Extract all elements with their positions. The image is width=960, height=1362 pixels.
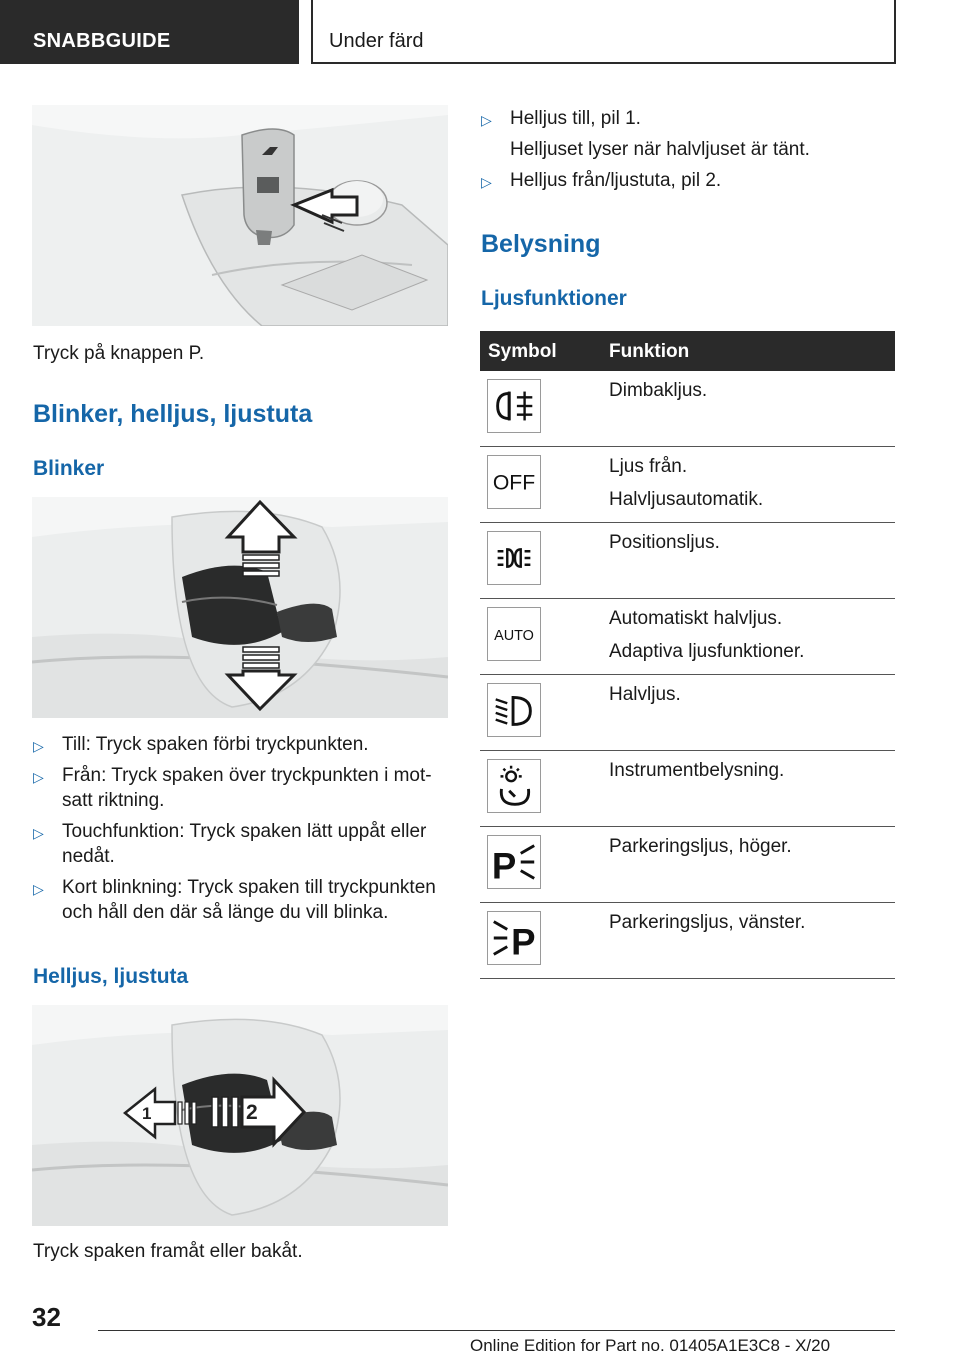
bullet-triangle-icon: ▷ xyxy=(33,881,44,897)
off-icon xyxy=(487,455,541,509)
parking-left-symbol-text: P xyxy=(511,921,536,963)
table-row xyxy=(480,599,895,675)
footer-edition: Online Edition for Part no. 01405A1E3C8 - X/20 xyxy=(470,1336,831,1355)
row-function: Dimbakljus. xyxy=(609,380,708,401)
low-beam-icon xyxy=(487,683,541,737)
row-function: Instrumentbelysning. xyxy=(609,760,785,781)
instrument-lighting-icon xyxy=(487,759,541,813)
ljusfunktioner-subheading: Ljusfunktioner xyxy=(481,287,627,310)
footer-divider xyxy=(98,1330,895,1331)
section-tab xyxy=(0,0,299,64)
arrow-1-label: 1 xyxy=(142,1104,152,1123)
auto-symbol-text: AUTO xyxy=(494,627,534,644)
bullet-triangle-icon: ▷ xyxy=(33,825,44,841)
table-row xyxy=(480,751,895,827)
helljus-subheading: Helljus, ljustuta xyxy=(33,965,189,988)
stalk-caption: Tryck spaken framåt eller bakåt. xyxy=(33,1241,303,1262)
list-item: ▷ Kort blinkning: Tryck spaken till tryckpunkten och håll den där så länge du vill blinka. xyxy=(33,877,436,923)
list-item: ▷ Helljus till, pil 1. Helljuset lyser när halvljuset är tänt. xyxy=(481,108,810,160)
rear-fog-light-icon xyxy=(487,379,541,433)
row-function: Parkeringsljus, höger. xyxy=(609,836,792,857)
off-symbol-text: OFF xyxy=(492,471,536,495)
stalk-forward-back-photo xyxy=(32,1005,448,1226)
gear-selector-photo xyxy=(32,105,448,326)
blinker-heading: Blinker, helljus, ljustuta xyxy=(33,400,313,428)
helljus-list xyxy=(481,106,896,199)
light-functions-table xyxy=(480,331,895,979)
table-row xyxy=(480,675,895,751)
chapter-tab xyxy=(311,0,896,64)
bullet-triangle-icon: ▷ xyxy=(481,174,492,190)
row-function: Halvljus. xyxy=(609,684,681,705)
position-lights-icon xyxy=(487,531,541,585)
stalk-up-down-photo xyxy=(32,497,448,718)
table-row xyxy=(480,827,895,903)
row-function: Parkeringsljus, vänster. xyxy=(609,912,806,933)
bullet-triangle-icon: ▷ xyxy=(481,112,492,128)
col-symbol-header: Symbol xyxy=(488,341,557,362)
section-title: SNABBGUIDE xyxy=(33,30,171,52)
belysning-heading: Belysning xyxy=(481,230,601,258)
page-number: 32 xyxy=(32,1302,61,1332)
list-item: ▷ Helljus från/ljustuta, pil 2. xyxy=(481,168,896,193)
parking-light-left-icon xyxy=(487,911,541,965)
gear-caption: Tryck på knappen P. xyxy=(33,343,205,364)
row-function-detail: Halvljusautomatik. xyxy=(609,489,764,510)
col-function-header: Funktion xyxy=(609,341,690,362)
table-row xyxy=(480,447,895,523)
list-item: ▷ Från: Tryck spaken över tryckpunkten i mot-satt riktning. xyxy=(33,765,432,811)
blinker-list xyxy=(33,732,449,931)
row-function: Automatiskt halvljus. xyxy=(609,608,783,629)
row-function: Ljus från. xyxy=(609,456,688,477)
row-function-detail: Adaptiva ljusfunktioner. xyxy=(609,641,805,662)
parking-light-right-icon xyxy=(487,835,541,889)
table-row xyxy=(480,523,895,599)
table-row xyxy=(480,371,895,447)
list-item: ▷ Touchfunktion: Tryck spaken lätt uppåt eller nedåt. xyxy=(33,821,427,867)
arrow-2-label: 2 xyxy=(246,1101,258,1124)
parking-right-symbol-text: P xyxy=(491,845,517,887)
table-header xyxy=(480,331,895,371)
bullet-triangle-icon: ▷ xyxy=(33,769,44,785)
table-row xyxy=(480,903,895,979)
auto-icon xyxy=(487,607,541,661)
list-item: ▷ Till: Tryck spaken förbi tryckpunkten. xyxy=(33,732,449,757)
chapter-title: Under färd xyxy=(329,30,424,52)
row-function: Positionsljus. xyxy=(609,532,720,553)
blinker-subheading: Blinker xyxy=(33,457,105,480)
bullet-triangle-icon: ▷ xyxy=(33,738,44,754)
